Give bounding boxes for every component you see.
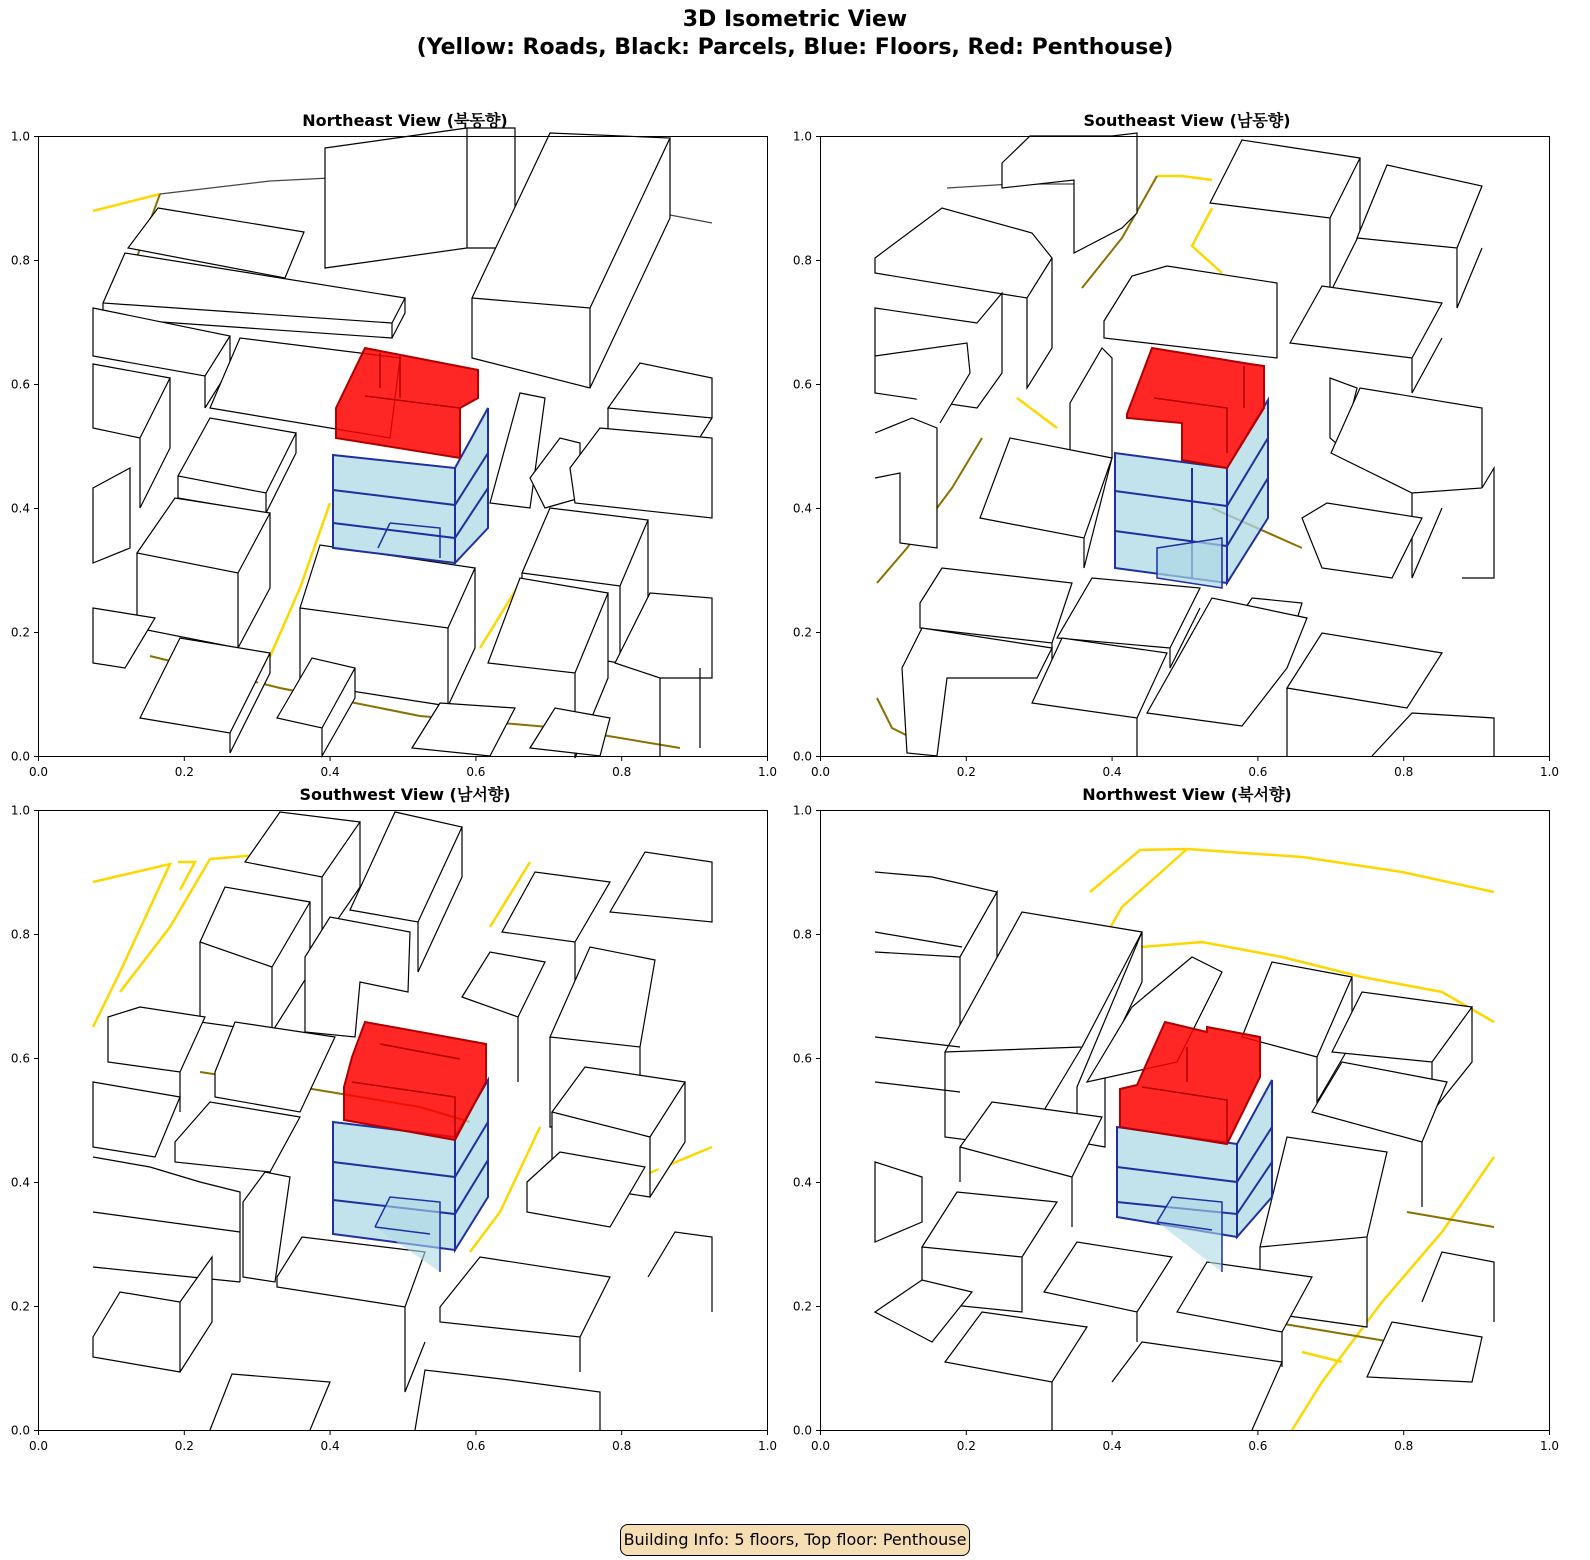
parcel-building [1367, 1322, 1482, 1382]
y-tick-label: 1.0 [10, 803, 30, 818]
y-tick-label: 0.2 [10, 1299, 30, 1314]
panel-title: Southeast View (남동향) [1083, 111, 1291, 130]
y-axis [793, 804, 821, 1438]
isometric-plot [782, 782, 1572, 1482]
parcel-building [93, 468, 130, 563]
isometric-plot [0, 782, 790, 1482]
parcel-building [1210, 140, 1360, 293]
y-tick-label: 0.8 [792, 253, 812, 268]
y-tick-label: 0.6 [10, 1051, 30, 1066]
scene-nw [875, 849, 1494, 1430]
parcel-building [415, 1370, 600, 1430]
parcel-building [610, 852, 712, 922]
y-tick-label: 0.4 [792, 501, 812, 516]
parcel-building [945, 1312, 1087, 1430]
parcel-building [648, 1232, 712, 1312]
y-tick-label: 0.6 [10, 377, 30, 392]
road [1017, 398, 1057, 428]
y-axis [11, 804, 39, 1438]
y-tick-label: 0.8 [10, 927, 30, 942]
x-tick-label: 0.0 [810, 765, 831, 779]
x-tick-label: 0.6 [1248, 765, 1268, 779]
parcel-building [215, 1022, 335, 1112]
y-axis [793, 130, 821, 764]
panel-northeast [0, 108, 778, 808]
x-tick-label: 0.4 [320, 765, 340, 779]
parcel-building [875, 1162, 922, 1242]
parcel-building [1422, 1252, 1494, 1322]
road [1272, 1322, 1392, 1342]
scene-se [875, 133, 1494, 756]
parcel-building [530, 708, 610, 756]
x-tick-label: 1.0 [757, 765, 778, 779]
parcel-building [440, 1257, 610, 1372]
road [1407, 1212, 1494, 1227]
parcel-building [277, 1237, 425, 1392]
parcel-building [902, 628, 1052, 756]
parcel-building [210, 1374, 330, 1430]
panel-northwest [782, 782, 1560, 1482]
y-tick-label: 0.8 [10, 253, 30, 268]
x-tick-label: 1.0 [1539, 765, 1560, 779]
y-tick-label: 0.6 [792, 377, 812, 392]
x-tick-label: 0.0 [28, 765, 49, 779]
parcel-line [160, 178, 330, 194]
parcel-building [412, 703, 515, 756]
scene-ne [93, 128, 712, 758]
parcel-building [875, 418, 937, 548]
panel-title: Northeast View (북동향) [302, 111, 508, 130]
road [93, 194, 160, 211]
x-axis [29, 1431, 777, 1454]
y-tick-label: 1.0 [792, 803, 812, 818]
y-tick-label: 1.0 [792, 129, 812, 144]
x-tick-label: 1.0 [1539, 1439, 1560, 1453]
y-axis [11, 130, 39, 764]
parcel-building [570, 428, 712, 518]
road [1157, 176, 1212, 180]
parcel-building [1372, 713, 1494, 756]
x-tick-label: 0.8 [1394, 1439, 1414, 1453]
y-tick-label: 0.4 [792, 1175, 812, 1190]
x-tick-label: 0.6 [466, 1439, 486, 1453]
floor-stack [333, 455, 455, 563]
building-info-box: Building Info: 5 floors, Top floor: Penthouse [620, 1524, 970, 1556]
x-tick-label: 0.0 [810, 1439, 831, 1453]
parcel-building [93, 1082, 180, 1157]
scene-sw [93, 812, 712, 1430]
parcel-building [178, 418, 296, 513]
y-tick-label: 0.0 [10, 1423, 30, 1438]
y-tick-label: 0.2 [10, 625, 30, 640]
figure-title [0, 6, 1590, 62]
y-tick-label: 0.2 [792, 625, 812, 640]
panel-title: Northwest View (북서향) [1082, 785, 1292, 804]
parcel-building [1112, 1342, 1282, 1430]
y-tick-label: 0.8 [792, 927, 812, 942]
y-tick-label: 0.4 [10, 1175, 30, 1190]
road [178, 862, 195, 890]
parcel-building [1070, 348, 1112, 458]
x-tick-label: 0.2 [174, 1439, 194, 1453]
y-tick-label: 0.0 [10, 749, 30, 764]
x-tick-label: 0.4 [1102, 1439, 1122, 1453]
y-tick-label: 0.0 [792, 1423, 812, 1438]
figure-title-line2: (Yellow: Roads, Black: Parcels, Blue: Floors, Red: Penthouse) [416, 35, 1174, 60]
parcel-building [93, 1257, 212, 1372]
isometric-plot [0, 108, 790, 808]
x-tick-label: 0.2 [174, 765, 194, 779]
parcel-building [137, 498, 270, 648]
y-tick-label: 1.0 [10, 129, 30, 144]
parcel-line [670, 215, 712, 223]
y-tick-label: 0.2 [792, 1299, 812, 1314]
parcel-building [305, 917, 410, 1037]
panel-southwest [0, 782, 778, 1482]
parcel-building [1104, 266, 1277, 358]
y-tick-label: 0.4 [10, 501, 30, 516]
parcel-building [200, 887, 310, 1032]
x-tick-label: 0.0 [28, 1439, 49, 1453]
y-tick-label: 0.6 [792, 1051, 812, 1066]
parcel-building [93, 1157, 240, 1282]
x-tick-label: 0.8 [612, 765, 632, 779]
road [120, 859, 210, 992]
parcel-building [1302, 503, 1422, 578]
x-axis [29, 757, 777, 780]
road [1090, 849, 1494, 892]
x-axis [811, 757, 1559, 780]
parcel-building [980, 438, 1112, 568]
x-axis [811, 1431, 1559, 1454]
panel-title: Southwest View (남서향) [299, 785, 511, 804]
x-tick-label: 0.8 [1394, 765, 1414, 779]
x-tick-label: 0.2 [956, 765, 976, 779]
parcel-building [140, 638, 270, 753]
parcel-building [875, 1280, 972, 1342]
parcel-building [93, 608, 155, 668]
x-tick-label: 0.4 [320, 1439, 340, 1453]
parcel-building [1290, 286, 1442, 393]
parcel-building [875, 932, 962, 947]
road [93, 864, 170, 1027]
x-tick-label: 0.2 [956, 1439, 976, 1453]
parcel-building [1357, 165, 1482, 308]
isometric-plot [782, 108, 1572, 808]
parcel-building [325, 128, 515, 268]
figure-title-line1: 3D Isometric View [682, 7, 908, 32]
penthouse [336, 348, 478, 458]
y-tick-label: 0.0 [792, 749, 812, 764]
road [1302, 1352, 1342, 1362]
penthouse [344, 1022, 486, 1140]
x-tick-label: 0.4 [1102, 765, 1122, 779]
x-tick-label: 0.6 [466, 765, 486, 779]
x-tick-label: 0.6 [1248, 1439, 1268, 1453]
parcel-building [243, 1172, 290, 1282]
panel-southeast [782, 108, 1560, 808]
x-tick-label: 1.0 [757, 1439, 778, 1453]
road [1192, 208, 1222, 273]
x-tick-label: 0.8 [612, 1439, 632, 1453]
parcel-building [277, 658, 355, 756]
